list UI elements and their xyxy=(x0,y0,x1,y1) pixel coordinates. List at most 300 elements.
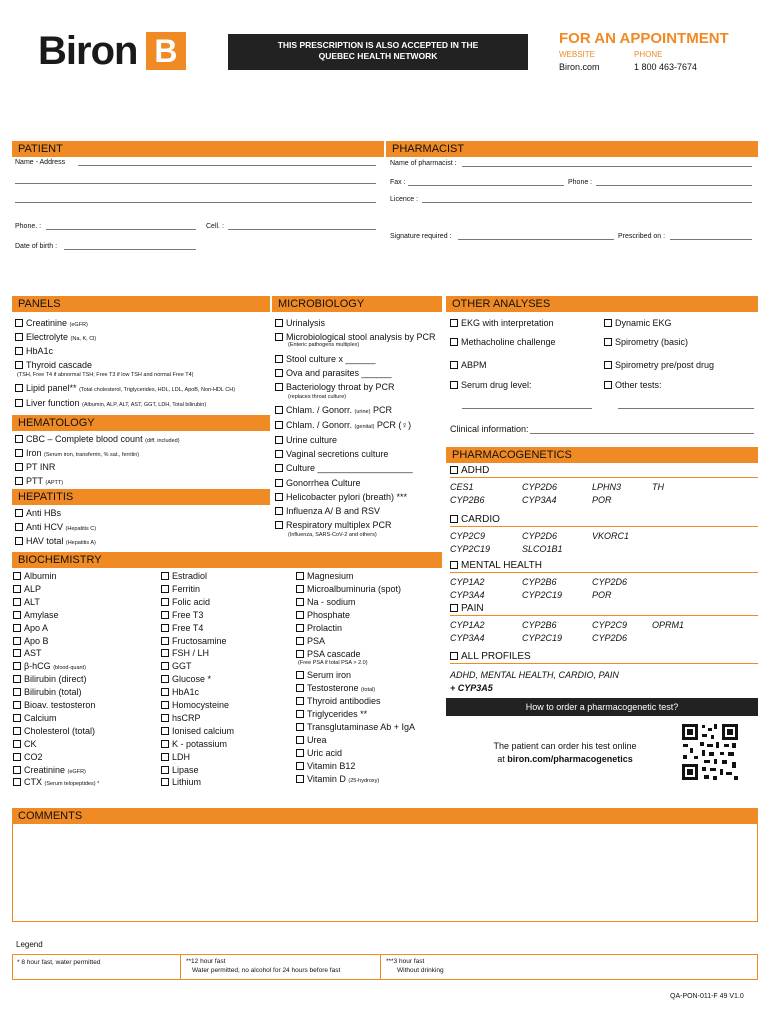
panel-lipid[interactable] xyxy=(15,383,235,396)
gene-label: LPHN3 xyxy=(592,482,622,492)
gene-label: CYP1A2 xyxy=(450,577,485,587)
item-label: Creatinine xyxy=(24,764,66,775)
checkbox[interactable] xyxy=(161,572,169,580)
checkbox[interactable] xyxy=(450,381,458,389)
item-label: Anti HCV xyxy=(26,522,64,532)
order-line-1: The patient can order his test online xyxy=(493,741,637,751)
item-note: (eGFR) xyxy=(69,322,88,328)
item-label: Urinalysis xyxy=(286,318,326,328)
checkbox[interactable] xyxy=(13,727,21,735)
legend-box xyxy=(12,954,758,980)
checkbox[interactable] xyxy=(296,736,304,744)
thyroid-note: (TSH, Free T4 if abnormal TSH; Free T3 if low TSH and normal Free T4) xyxy=(17,372,194,378)
item-label: CK xyxy=(24,738,37,749)
panel-creatinine[interactable] xyxy=(15,318,88,331)
pharmacogenetics-link[interactable]: biron.com/pharmacogenetics xyxy=(507,754,633,764)
checkbox[interactable] xyxy=(604,381,612,389)
fax-field[interactable] xyxy=(408,185,564,186)
checkbox[interactable] xyxy=(296,624,304,632)
biochem-item[interactable] xyxy=(13,752,43,763)
item-label: Creatinine xyxy=(26,318,68,328)
checkbox[interactable] xyxy=(275,450,283,458)
microbiology-item[interactable] xyxy=(275,520,392,531)
checkbox[interactable] xyxy=(15,333,23,341)
checkbox[interactable] xyxy=(275,369,283,377)
item-label: Microbiological stool analysis by PCR xyxy=(286,332,436,342)
panel-electrolyte[interactable] xyxy=(15,332,96,345)
item-label: Anti HBs xyxy=(26,508,62,518)
checkbox[interactable] xyxy=(275,493,283,501)
phone-label-patient: Phone. : xyxy=(15,223,42,230)
checkbox[interactable] xyxy=(13,714,21,722)
other-tests-field[interactable] xyxy=(618,408,754,409)
panel-thyroid[interactable] xyxy=(15,360,92,371)
panels-header: PANELS xyxy=(12,296,270,312)
item-note: (urine) xyxy=(354,409,371,415)
legend-title: Legend xyxy=(16,940,43,949)
checkbox[interactable] xyxy=(296,598,304,606)
profile-title: ADHD xyxy=(461,465,490,476)
checkbox[interactable] xyxy=(450,515,458,523)
biochem-item[interactable] xyxy=(161,661,192,672)
hema-ptt[interactable] xyxy=(15,476,63,489)
panel-hba1c[interactable] xyxy=(15,346,53,357)
other-serum-drug[interactable] xyxy=(450,380,532,391)
qr-code-icon[interactable] xyxy=(680,722,740,782)
biochem-item[interactable] xyxy=(13,674,87,685)
gene-label: CYP2B6 xyxy=(450,495,485,505)
checkbox[interactable] xyxy=(275,464,283,472)
other-analyses-header: OTHER ANALYSES xyxy=(446,296,758,312)
item-label: FSH / LH xyxy=(172,648,210,659)
item-label: Transglutaminase Ab + IgA xyxy=(307,722,415,732)
item-label: Homocysteine xyxy=(172,700,230,710)
hema-cbc[interactable] xyxy=(15,434,180,447)
checkbox[interactable] xyxy=(450,466,458,474)
website-label: WEBSITE xyxy=(559,50,596,59)
all-profiles-line1: ADHD, MENTAL HEALTH, CARDIO, PAIN xyxy=(450,670,619,680)
checkbox[interactable] xyxy=(275,333,283,341)
legend-item-3a: ***3 hour fast xyxy=(386,958,425,965)
microbiology-item[interactable] xyxy=(275,318,325,329)
checkbox[interactable] xyxy=(296,650,304,658)
item-label: HAV total xyxy=(26,536,64,546)
checkbox[interactable] xyxy=(15,523,23,531)
item-label: Lipid panel** xyxy=(26,383,77,393)
biochem-item[interactable] xyxy=(13,648,42,659)
biochem-item[interactable] xyxy=(296,636,325,647)
checkbox[interactable] xyxy=(161,662,169,670)
item-label: Dynamic EKG xyxy=(615,318,672,328)
biochem-item[interactable] xyxy=(161,623,203,634)
checkbox[interactable] xyxy=(13,778,21,786)
hema-ptinr[interactable] xyxy=(15,462,55,473)
checkbox[interactable] xyxy=(275,436,283,444)
item-label: Bilirubin (direct) xyxy=(24,674,87,685)
checkbox[interactable] xyxy=(275,521,283,529)
other-dynamic-ekg[interactable] xyxy=(604,318,672,329)
item-label: Free T4 xyxy=(172,622,204,633)
biochem-item[interactable] xyxy=(296,571,354,582)
biochem-item[interactable] xyxy=(161,777,201,788)
notice-line-1: THIS PRESCRIPTION IS ALSO ACCEPTED IN THE xyxy=(277,40,479,50)
address-field-2[interactable] xyxy=(15,183,376,184)
serum-drug-field[interactable] xyxy=(462,408,592,409)
other-methacholine[interactable] xyxy=(450,337,556,348)
checkbox[interactable] xyxy=(13,585,21,593)
item-label: Vitamin D xyxy=(307,774,346,784)
cardio-heading[interactable] xyxy=(450,514,758,527)
biochemistry-header: BIOCHEMISTRY xyxy=(12,552,442,568)
biochem-item[interactable] xyxy=(161,636,227,647)
logo-letter: B xyxy=(146,32,186,70)
checkbox[interactable] xyxy=(15,463,23,471)
microbiology-item[interactable] xyxy=(275,354,376,365)
biochem-item[interactable] xyxy=(13,765,86,778)
gene-label: CYP2D6 xyxy=(522,531,558,541)
item-label: Albumin xyxy=(24,571,57,581)
other-spirometry-basic[interactable] xyxy=(604,337,688,348)
checkbox[interactable] xyxy=(275,479,283,487)
dob-field[interactable] xyxy=(64,249,196,250)
checkbox[interactable] xyxy=(296,697,304,705)
profile-title: PAIN xyxy=(461,603,484,614)
mental-heading[interactable] xyxy=(450,560,758,573)
checkbox[interactable] xyxy=(15,347,23,355)
prescribed-label: Prescribed on : xyxy=(618,233,666,240)
prescribed-field[interactable] xyxy=(670,239,752,240)
biochem-item[interactable] xyxy=(13,610,59,621)
checkbox[interactable] xyxy=(161,701,169,709)
licence-label: Licence : xyxy=(390,196,419,203)
checkbox[interactable] xyxy=(275,383,283,391)
hep-antihbs[interactable] xyxy=(15,508,61,519)
checkbox[interactable] xyxy=(450,338,458,346)
checkbox[interactable] xyxy=(296,723,304,731)
biochem-item[interactable] xyxy=(296,683,375,696)
biochem-item[interactable] xyxy=(13,597,40,608)
item-label: Ionised calcium xyxy=(172,725,235,736)
panel-liver[interactable] xyxy=(15,398,206,411)
item-label: Fructosamine xyxy=(172,635,227,646)
checkbox[interactable] xyxy=(13,624,21,632)
item-label: Spirometry pre/post drug xyxy=(615,360,715,370)
item-note: (Na, K, Cl) xyxy=(70,336,97,342)
item-label: Chlam. / Gonorr. xyxy=(286,420,353,430)
item-label: Bioav. testosteron xyxy=(24,700,96,710)
biochem-item[interactable] xyxy=(13,739,37,750)
item-note: (genital) xyxy=(354,424,375,430)
checkbox[interactable] xyxy=(13,675,21,683)
checkbox[interactable] xyxy=(13,598,21,606)
pharmacist-phone-field[interactable] xyxy=(596,185,752,186)
patient-cell-field[interactable] xyxy=(228,229,376,230)
checkbox[interactable] xyxy=(161,637,169,645)
checkbox[interactable] xyxy=(13,637,21,645)
checkbox[interactable] xyxy=(296,572,304,580)
name-address-label: Name - Address xyxy=(15,159,66,166)
microbiology-item[interactable] xyxy=(275,420,411,433)
hep-antihcv[interactable] xyxy=(15,522,96,535)
gene-label: CYP3A4 xyxy=(450,633,485,643)
checkbox[interactable] xyxy=(161,688,169,696)
item-label: Free T3 xyxy=(172,609,204,620)
other-tests[interactable] xyxy=(604,380,662,391)
signature-field[interactable] xyxy=(458,239,614,240)
notice-line-2: QUEBEC HEALTH NETWORK xyxy=(318,51,438,61)
checkbox[interactable] xyxy=(296,684,304,692)
item-label: Vaginal secretions culture xyxy=(286,449,389,459)
biochem-item[interactable] xyxy=(296,623,342,634)
item-label: ALP xyxy=(24,583,42,594)
legend-item-3b: Without drinking xyxy=(397,967,444,974)
item-label: HbA1c xyxy=(26,346,54,356)
checkbox[interactable] xyxy=(13,740,21,748)
item-label: Stool culture x ______ xyxy=(286,354,376,364)
profile-title: ALL PROFILES xyxy=(461,651,531,662)
pharmacist-name-field[interactable] xyxy=(462,166,752,167)
biochem-item[interactable] xyxy=(13,623,48,634)
checkbox[interactable] xyxy=(15,435,23,443)
biochem-item[interactable] xyxy=(161,726,234,737)
patient-header: PATIENT xyxy=(12,141,384,157)
gene-label: CYP2B6 xyxy=(522,577,557,587)
biochem-item[interactable] xyxy=(296,597,356,608)
pharmacist-name-label: Name of pharmacist : xyxy=(390,160,457,167)
biochem-item[interactable] xyxy=(13,571,57,582)
website-link[interactable]: Biron.com xyxy=(559,62,600,72)
address-field-3[interactable] xyxy=(15,202,376,203)
biochem-item[interactable] xyxy=(161,687,199,698)
checkbox[interactable] xyxy=(15,399,23,407)
biochem-item[interactable] xyxy=(296,774,379,787)
checkbox[interactable] xyxy=(13,766,21,774)
checkbox[interactable] xyxy=(450,361,458,369)
biochem-item[interactable] xyxy=(161,597,210,608)
checkbox[interactable] xyxy=(15,537,23,545)
item-label: Phosphate xyxy=(307,610,351,620)
gene-label: CYP2C9 xyxy=(592,620,628,630)
checkbox[interactable] xyxy=(13,753,21,761)
checkbox[interactable] xyxy=(13,649,21,657)
biochem-item[interactable] xyxy=(161,700,229,711)
checkbox[interactable] xyxy=(13,611,21,619)
hema-iron[interactable] xyxy=(15,448,139,461)
item-label: Cholesterol (total) xyxy=(24,725,96,736)
checkbox[interactable] xyxy=(161,649,169,657)
checkbox[interactable] xyxy=(296,762,304,770)
other-abpm[interactable] xyxy=(450,360,487,371)
item-suffix: PCR xyxy=(370,405,392,415)
pain-heading[interactable] xyxy=(450,603,758,616)
checkbox[interactable] xyxy=(161,598,169,606)
checkbox[interactable] xyxy=(161,740,169,748)
checkbox[interactable] xyxy=(604,361,612,369)
checkbox[interactable] xyxy=(15,319,23,327)
gene-label: CYP3A4 xyxy=(450,590,485,600)
biochem-item[interactable] xyxy=(296,610,350,621)
checkbox[interactable] xyxy=(15,509,23,517)
gene-label: TH xyxy=(652,482,664,492)
microbiology-item[interactable] xyxy=(275,382,395,393)
psa-note: (Free PSA if total PSA > 2.0) xyxy=(298,660,368,666)
checkbox[interactable] xyxy=(296,749,304,757)
gene-label: CYP3A4 xyxy=(522,495,557,505)
appointment-title: FOR AN APPOINTMENT xyxy=(559,30,729,47)
checkbox[interactable] xyxy=(450,652,458,660)
biochem-item[interactable] xyxy=(13,636,49,647)
microbiology-item[interactable] xyxy=(275,478,361,489)
item-label: ALT xyxy=(24,596,40,607)
item-label: CTX xyxy=(24,777,42,788)
dob-label: Date of birth : xyxy=(15,243,58,250)
biochem-item[interactable] xyxy=(161,610,203,621)
checkbox[interactable] xyxy=(15,361,23,369)
pharmacogenetics-header: PHARMACOGENETICS xyxy=(446,447,758,463)
item-label: HbA1c xyxy=(172,687,200,698)
comments-field[interactable] xyxy=(12,824,758,922)
checkbox[interactable] xyxy=(275,421,283,429)
clinical-info-field[interactable] xyxy=(530,433,754,434)
biochem-item[interactable] xyxy=(296,761,355,772)
checkbox[interactable] xyxy=(161,753,169,761)
hematology-header: HEMATOLOGY xyxy=(12,415,270,431)
biochem-item[interactable] xyxy=(13,713,57,724)
checkbox[interactable] xyxy=(161,624,169,632)
checkbox[interactable] xyxy=(296,710,304,718)
biochem-item[interactable] xyxy=(296,735,327,746)
item-label: Helicobacter pylori (breath) *** xyxy=(286,492,408,502)
checkbox[interactable] xyxy=(450,561,458,569)
microbiology-item[interactable] xyxy=(275,435,337,446)
checkbox[interactable] xyxy=(275,355,283,363)
biochem-item[interactable] xyxy=(161,713,201,724)
stool-note: (Enteric pathogens multiplex) xyxy=(288,342,360,348)
checkbox[interactable] xyxy=(296,611,304,619)
biochem-item[interactable] xyxy=(296,649,361,660)
gene-label: POR xyxy=(592,590,612,600)
gene-label: SLCO1B1 xyxy=(522,544,563,554)
biochem-item[interactable] xyxy=(161,674,211,685)
item-label: AST xyxy=(24,648,42,659)
microbiology-item[interactable] xyxy=(275,368,392,379)
gene-label: CYP1A2 xyxy=(450,620,485,630)
biochem-item[interactable] xyxy=(296,722,415,733)
logo xyxy=(38,30,186,72)
biochem-item[interactable] xyxy=(296,696,381,707)
item-label: Testosterone xyxy=(307,683,359,693)
all-profiles-heading[interactable] xyxy=(450,651,758,664)
checkbox[interactable] xyxy=(450,604,458,612)
licence-field[interactable] xyxy=(422,202,752,203)
microbiology-item[interactable] xyxy=(275,449,388,460)
howto-banner: How to order a pharmacogenetic test? xyxy=(446,698,758,716)
biochem-item[interactable] xyxy=(13,584,41,595)
biochem-item[interactable] xyxy=(13,661,86,674)
item-note: (eGFR) xyxy=(67,768,86,775)
biochem-item[interactable] xyxy=(161,739,227,750)
biochem-item[interactable] xyxy=(13,700,95,711)
microbiology-item[interactable] xyxy=(275,405,392,418)
checkbox[interactable] xyxy=(161,585,169,593)
checkbox[interactable] xyxy=(161,778,169,786)
item-label: Chlam. / Gonorr. xyxy=(286,405,353,415)
checkbox[interactable] xyxy=(604,319,612,327)
biochem-item[interactable] xyxy=(161,648,209,659)
checkbox[interactable] xyxy=(161,727,169,735)
checkbox[interactable] xyxy=(161,675,169,683)
checkbox[interactable] xyxy=(161,611,169,619)
biochem-item[interactable] xyxy=(296,670,351,681)
biochem-item[interactable] xyxy=(161,765,199,776)
checkbox[interactable] xyxy=(15,384,23,392)
throat-note: (replaces throat culture) xyxy=(288,394,347,400)
biochem-item[interactable] xyxy=(296,748,342,759)
biochem-item[interactable] xyxy=(161,752,190,763)
checkbox[interactable] xyxy=(15,477,23,485)
item-note: (APTT) xyxy=(45,480,64,486)
checkbox[interactable] xyxy=(13,701,21,709)
adhd-heading[interactable] xyxy=(450,465,758,478)
checkbox[interactable] xyxy=(161,714,169,722)
item-suffix: PCR (♀) xyxy=(374,420,412,430)
checkbox[interactable] xyxy=(13,688,21,696)
patient-phone-field[interactable] xyxy=(46,229,196,230)
checkbox[interactable] xyxy=(13,662,21,670)
item-note: (total) xyxy=(361,687,376,693)
hep-hav[interactable] xyxy=(15,536,96,549)
other-spirometry-prepost[interactable] xyxy=(604,360,714,371)
resp-note: (Influenza, SARS-CoV-2 and others) xyxy=(288,532,377,538)
biochem-item[interactable] xyxy=(296,709,367,720)
biochem-item[interactable] xyxy=(296,584,401,595)
item-label: Triglycerides ** xyxy=(307,709,368,719)
biochem-item[interactable] xyxy=(13,777,99,790)
checkbox[interactable] xyxy=(296,671,304,679)
other-ekg[interactable] xyxy=(450,318,554,329)
item-label: CO2 xyxy=(24,751,43,762)
checkbox[interactable] xyxy=(296,585,304,593)
name-address-field[interactable] xyxy=(78,165,376,166)
microbiology-item[interactable] xyxy=(275,506,380,517)
biochem-item[interactable] xyxy=(13,687,82,698)
item-note: (blood-quant) xyxy=(53,665,86,672)
biochem-item[interactable] xyxy=(13,726,95,737)
item-label: Folic acid xyxy=(172,596,211,607)
biochem-item[interactable] xyxy=(161,584,200,595)
checkbox[interactable] xyxy=(161,766,169,774)
checkbox[interactable] xyxy=(296,775,304,783)
checkbox[interactable] xyxy=(296,637,304,645)
microbiology-item[interactable] xyxy=(275,463,413,474)
checkbox[interactable] xyxy=(275,507,283,515)
item-label: Culture ___________________ xyxy=(286,463,413,473)
checkbox[interactable] xyxy=(15,449,23,457)
checkbox[interactable] xyxy=(275,319,283,327)
item-label: Thyroid cascade xyxy=(26,360,93,370)
checkbox[interactable] xyxy=(13,572,21,580)
signature-label: Signature required : xyxy=(390,233,452,240)
biochem-item[interactable] xyxy=(161,571,207,582)
checkbox[interactable] xyxy=(275,406,283,414)
item-label: Vitamin B12 xyxy=(307,761,356,771)
item-label: GGT xyxy=(172,661,192,672)
checkbox[interactable] xyxy=(604,338,612,346)
checkbox[interactable] xyxy=(450,319,458,327)
item-label: Magnesium xyxy=(307,571,354,581)
microbiology-item[interactable] xyxy=(275,492,407,503)
gene-label: CYP2B6 xyxy=(522,620,557,630)
